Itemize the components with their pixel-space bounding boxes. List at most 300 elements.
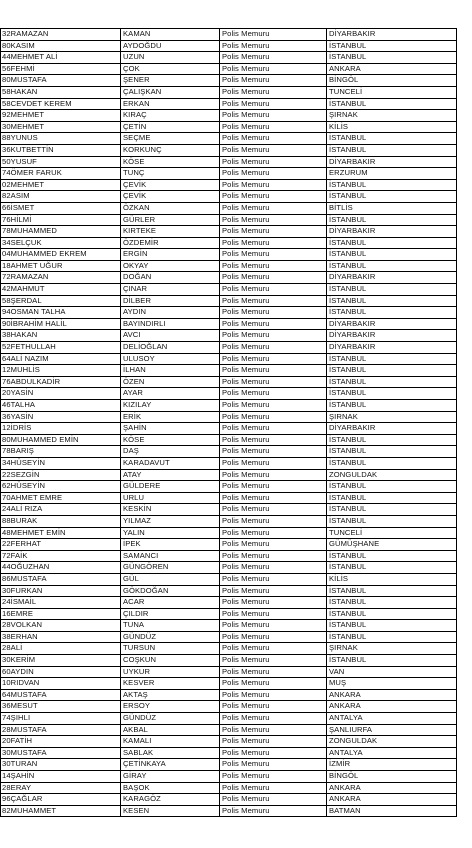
rank-cell: Polis Memuru: [220, 202, 327, 214]
rank-cell: Polis Memuru: [220, 272, 327, 284]
first-name: MEHMET: [10, 110, 45, 120]
row-code: 36: [2, 701, 11, 711]
last-name-cell: ACAR: [121, 597, 220, 609]
last-name-cell: GÜRLER: [121, 214, 220, 226]
row-code: 16: [2, 608, 11, 618]
first-name-cell: [1, 400, 121, 412]
table-row: [1, 597, 457, 609]
first-name-cell: [1, 121, 121, 133]
province-cell: İSTANBUL: [327, 179, 457, 191]
row-code: 90: [2, 318, 11, 328]
province-cell: DİYARBAKIR: [327, 29, 457, 41]
first-name: FEHMİ: [10, 63, 35, 73]
first-name-cell: [1, 168, 121, 180]
first-name: İBRAHİM HALİL: [10, 318, 67, 328]
first-name-cell: [1, 550, 121, 562]
rank-cell: Polis Memuru: [220, 434, 327, 446]
table-row: [1, 423, 457, 435]
rank-cell: Polis Memuru: [220, 620, 327, 632]
first-name: RAMAZAN: [10, 29, 49, 38]
last-name-cell: AYDOĞDU: [121, 40, 220, 52]
rank-cell: Polis Memuru: [220, 144, 327, 156]
first-name: TALHA: [10, 400, 36, 409]
first-name-cell: [1, 342, 121, 354]
province-cell: İSTANBUL: [327, 585, 457, 597]
last-name-cell: ÇEVİK: [121, 191, 220, 203]
rank-cell: Polis Memuru: [220, 133, 327, 145]
province-cell: MUŞ: [327, 678, 457, 690]
row-code: 82: [2, 805, 11, 815]
province-cell: İSTANBUL: [327, 40, 457, 52]
first-name: YUNUS: [10, 133, 38, 143]
first-name-cell: [1, 655, 121, 667]
province-cell: ANKARA: [327, 782, 457, 794]
first-name-cell: [1, 63, 121, 75]
row-code: 30: [2, 585, 11, 595]
row-code: 52: [2, 342, 11, 352]
last-name-cell: GÜL: [121, 573, 220, 585]
row-code: 28: [2, 620, 11, 630]
first-name: TURAN: [10, 759, 38, 769]
province-cell: ANKARA: [327, 794, 457, 806]
first-name-cell: [1, 40, 121, 52]
rank-cell: Polis Memuru: [220, 527, 327, 539]
rank-cell: Polis Memuru: [220, 689, 327, 701]
province-cell: İSTANBUL: [327, 260, 457, 272]
rank-cell: Polis Memuru: [220, 759, 327, 771]
rank-cell: Polis Memuru: [220, 168, 327, 180]
first-name: FAİK: [10, 550, 28, 560]
province-cell: İSTANBUL: [327, 133, 457, 145]
rank-cell: Polis Memuru: [220, 330, 327, 342]
first-name-cell: [1, 724, 121, 736]
province-cell: İSTANBUL: [327, 237, 457, 249]
rank-cell: Polis Memuru: [220, 597, 327, 609]
last-name-cell: DOĞAN: [121, 272, 220, 284]
first-name-cell: [1, 249, 121, 261]
row-code: 50: [2, 156, 11, 166]
rank-cell: Polis Memuru: [220, 376, 327, 388]
province-cell: DİYARBAKIR: [327, 318, 457, 330]
rank-cell: Polis Memuru: [220, 713, 327, 725]
rank-cell: Polis Memuru: [220, 492, 327, 504]
table-row: [1, 144, 457, 156]
first-name: HÜSEYİN: [10, 457, 46, 467]
table-row: [1, 376, 457, 388]
first-name: İDRİS: [10, 423, 32, 433]
province-cell: İSTANBUL: [327, 295, 457, 307]
first-name: FATİH: [10, 736, 33, 746]
first-name-cell: [1, 515, 121, 527]
last-name-cell: ÇEVİK: [121, 179, 220, 191]
first-name: MUSTAFA: [10, 747, 47, 757]
last-name-cell: YALIN: [121, 527, 220, 539]
first-name-cell: [1, 29, 121, 41]
rank-cell: Polis Memuru: [220, 423, 327, 435]
first-name-cell: [1, 666, 121, 678]
rank-cell: Polis Memuru: [220, 40, 327, 52]
rank-cell: Polis Memuru: [220, 736, 327, 748]
first-name: ASIM: [10, 191, 30, 201]
last-name-cell: SABLAK: [121, 747, 220, 759]
province-cell: BATMAN: [327, 805, 457, 817]
rank-cell: Polis Memuru: [220, 701, 327, 713]
last-name-cell: ULUSOY: [121, 353, 220, 365]
table-row: [1, 492, 457, 504]
first-name-cell: [1, 75, 121, 87]
last-name-cell: TURSUN: [121, 643, 220, 655]
last-name-cell: GÖKDOĞAN: [121, 585, 220, 597]
last-name-cell: AYAR: [121, 388, 220, 400]
row-code: 82: [2, 191, 11, 201]
table-row: [1, 805, 457, 817]
table-row: [1, 179, 457, 191]
first-name: ERAY: [10, 782, 32, 792]
rank-cell: Polis Memuru: [220, 284, 327, 296]
first-name: ALİ: [10, 643, 23, 653]
last-name-cell: KESEN: [121, 805, 220, 817]
last-name-cell: KESKİN: [121, 504, 220, 516]
first-name: CEVDET KEREM: [10, 98, 72, 108]
province-cell: DİYARBAKIR: [327, 272, 457, 284]
rank-cell: Polis Memuru: [220, 585, 327, 597]
last-name-cell: KIRTEKE: [121, 226, 220, 238]
first-name-cell: [1, 446, 121, 458]
first-name-cell: [1, 678, 121, 690]
first-name-cell: [1, 713, 121, 725]
last-name-cell: GİRAY: [121, 771, 220, 783]
table-row: [1, 747, 457, 759]
province-cell: ŞIRNAK: [327, 110, 457, 122]
row-code: 92: [2, 110, 11, 120]
first-name-cell: [1, 469, 121, 481]
row-code: 96: [2, 794, 11, 804]
first-name-cell: [1, 411, 121, 423]
first-name-cell: [1, 179, 121, 191]
province-cell: İSTANBUL: [327, 434, 457, 446]
province-cell: ANKARA: [327, 63, 457, 75]
rank-cell: Polis Memuru: [220, 539, 327, 551]
rank-cell: Polis Memuru: [220, 75, 327, 87]
last-name-cell: GÜNDÜZ: [121, 631, 220, 643]
table-row: [1, 736, 457, 748]
table-row: [1, 272, 457, 284]
province-cell: İSTANBUL: [327, 655, 457, 667]
last-name-cell: ERGİN: [121, 249, 220, 261]
rank-cell: Polis Memuru: [220, 631, 327, 643]
first-name: HAKAN: [10, 330, 38, 340]
province-cell: ZONGULDAK: [327, 736, 457, 748]
first-name-cell: [1, 353, 121, 365]
province-cell: İSTANBUL: [327, 365, 457, 377]
last-name-cell: DİLBER: [121, 295, 220, 307]
first-name: VOLKAN: [10, 620, 43, 630]
first-name-cell: [1, 52, 121, 64]
rank-cell: Polis Memuru: [220, 562, 327, 574]
row-code: 28: [2, 782, 11, 792]
table-row: [1, 689, 457, 701]
last-name-cell: İLHAN: [121, 365, 220, 377]
last-name-cell: KORKUNÇ: [121, 144, 220, 156]
first-name: MUHLİS: [10, 365, 40, 375]
first-name: BARIŞ: [10, 446, 34, 456]
last-name-cell: ÇILDIR: [121, 608, 220, 620]
first-name-cell: [1, 736, 121, 748]
table-row: [1, 249, 457, 261]
table-row: [1, 771, 457, 783]
first-name: İSMAİL: [10, 597, 37, 607]
last-name-cell: DAŞ: [121, 446, 220, 458]
last-name-cell: KÖSE: [121, 156, 220, 168]
row-code: 30: [2, 747, 11, 757]
province-cell: BİNGÖL: [327, 75, 457, 87]
table-row: [1, 724, 457, 736]
table-row: [1, 342, 457, 354]
row-code: 58: [2, 86, 11, 96]
last-name-cell: İPEK: [121, 539, 220, 551]
rank-cell: Polis Memuru: [220, 342, 327, 354]
table-row: [1, 562, 457, 574]
row-code: 80: [2, 434, 11, 444]
table-row: [1, 318, 457, 330]
table-row: [1, 782, 457, 794]
last-name-cell: OKYAY: [121, 260, 220, 272]
province-cell: ZONGULDAK: [327, 469, 457, 481]
last-name-cell: ÇALIŞKAN: [121, 86, 220, 98]
row-code: 88: [2, 515, 11, 525]
province-cell: KİLİS: [327, 573, 457, 585]
table-row: [1, 295, 457, 307]
table-row: [1, 237, 457, 249]
rank-cell: Polis Memuru: [220, 191, 327, 203]
table-row: [1, 260, 457, 272]
first-name-cell: [1, 86, 121, 98]
province-cell: ANKARA: [327, 701, 457, 713]
row-code: 64: [2, 689, 11, 699]
table-row: [1, 457, 457, 469]
table-row: [1, 63, 457, 75]
last-name-cell: TUNA: [121, 620, 220, 632]
first-name: KASIM: [10, 40, 35, 50]
first-name: MUSTAFA: [10, 75, 47, 85]
first-name-cell: [1, 318, 121, 330]
first-name-cell: [1, 759, 121, 771]
last-name-cell: ÖZEN: [121, 376, 220, 388]
row-code: 72: [2, 272, 11, 282]
last-name-cell: ATAY: [121, 469, 220, 481]
table-row: [1, 527, 457, 539]
table-row: [1, 573, 457, 585]
table-row: [1, 29, 457, 41]
first-name: MUSTAFA: [10, 573, 47, 583]
first-name-cell: [1, 133, 121, 145]
table-row: [1, 631, 457, 643]
first-name-cell: [1, 98, 121, 110]
last-name-cell: DELİOĞLAN: [121, 342, 220, 354]
province-cell: ANTALYA: [327, 747, 457, 759]
first-name-cell: [1, 434, 121, 446]
province-cell: ANKARA: [327, 689, 457, 701]
first-name-cell: [1, 805, 121, 817]
first-name-cell: [1, 110, 121, 122]
row-code: 30: [2, 759, 11, 769]
row-code: 78: [2, 226, 11, 236]
row-code: 60: [2, 666, 11, 676]
first-name-cell: [1, 272, 121, 284]
province-cell: İSTANBUL: [327, 620, 457, 632]
first-name: FERHAT: [10, 539, 42, 549]
rank-cell: Polis Memuru: [220, 110, 327, 122]
first-name-cell: [1, 504, 121, 516]
province-cell: İSTANBUL: [327, 481, 457, 493]
rank-cell: Polis Memuru: [220, 307, 327, 319]
first-name: ALİ NAZIM: [10, 353, 49, 363]
table-row: [1, 701, 457, 713]
first-name: YUSUF: [10, 156, 37, 166]
rank-cell: Polis Memuru: [220, 481, 327, 493]
first-name: MEHMET ALİ: [10, 52, 58, 62]
first-name-cell: [1, 365, 121, 377]
province-cell: GÜMÜŞHANE: [327, 539, 457, 551]
first-name: ŞERDAL: [10, 295, 42, 305]
table-row: [1, 446, 457, 458]
rank-cell: Polis Memuru: [220, 724, 327, 736]
row-code: 28: [2, 724, 11, 734]
last-name-cell: GÜNGÖREN: [121, 562, 220, 574]
row-code: 24: [2, 504, 11, 514]
province-cell: İSTANBUL: [327, 492, 457, 504]
table-row: [1, 608, 457, 620]
first-name-cell: [1, 388, 121, 400]
row-code: 38: [2, 631, 11, 641]
last-name-cell: GÜLDERE: [121, 481, 220, 493]
table-row: [1, 678, 457, 690]
row-code: 44: [2, 562, 11, 572]
first-name-cell: [1, 562, 121, 574]
first-name: HİLMİ: [10, 214, 32, 224]
first-name: MEHMET: [10, 179, 45, 189]
table-row: [1, 794, 457, 806]
row-code: 78: [2, 446, 11, 456]
table-row: [1, 539, 457, 551]
province-cell: DİYARBAKIR: [327, 156, 457, 168]
row-code: 12: [2, 423, 11, 433]
row-code: 80: [2, 40, 11, 50]
rank-cell: Polis Memuru: [220, 318, 327, 330]
table-row: [1, 643, 457, 655]
first-name: YASİN: [10, 388, 34, 398]
first-name-cell: [1, 585, 121, 597]
province-cell: İZMİR: [327, 759, 457, 771]
table-row: [1, 156, 457, 168]
table-row: [1, 713, 457, 725]
table-row: [1, 98, 457, 110]
row-code: 34: [2, 237, 11, 247]
first-name-cell: [1, 608, 121, 620]
table-row: [1, 168, 457, 180]
row-code: 58: [2, 98, 11, 108]
first-name: RAMAZAN: [10, 272, 49, 282]
province-cell: VAN: [327, 666, 457, 678]
last-name-cell: KARADAVUT: [121, 457, 220, 469]
first-name: ÇAĞLAR: [10, 794, 43, 804]
table-row: [1, 75, 457, 87]
first-name: ABDULKADİR: [10, 376, 61, 386]
province-cell: İSTANBUL: [327, 98, 457, 110]
rank-cell: Polis Memuru: [220, 295, 327, 307]
first-name: HAKAN: [10, 86, 38, 96]
rank-cell: Polis Memuru: [220, 515, 327, 527]
rank-cell: Polis Memuru: [220, 400, 327, 412]
first-name: FURKAN: [10, 585, 43, 595]
first-name: ÖMER FARUK: [10, 168, 62, 178]
row-code: 18: [2, 260, 11, 270]
row-code: 94: [2, 307, 11, 317]
last-name-cell: ŞENER: [121, 75, 220, 87]
first-name-cell: [1, 144, 121, 156]
rank-cell: Polis Memuru: [220, 666, 327, 678]
last-name-cell: ERKAN: [121, 98, 220, 110]
last-name-cell: ÖZKAN: [121, 202, 220, 214]
first-name: AYDIN: [10, 666, 34, 676]
row-code: 44: [2, 52, 11, 62]
first-name-cell: [1, 620, 121, 632]
first-name: ALİ RIZA: [10, 504, 43, 514]
last-name-cell: BAYINDIRLI: [121, 318, 220, 330]
table-row: [1, 40, 457, 52]
province-cell: İSTANBUL: [327, 388, 457, 400]
first-name: MEHMET EMİN: [10, 527, 66, 537]
table-row: [1, 365, 457, 377]
first-name-cell: [1, 539, 121, 551]
province-cell: DİYARBAKIR: [327, 423, 457, 435]
row-code: 64: [2, 353, 11, 363]
first-name: MUHAMMET: [10, 805, 57, 815]
table-row: [1, 202, 457, 214]
province-cell: DİYARBAKIR: [327, 342, 457, 354]
province-cell: DİYARBAKIR: [327, 226, 457, 238]
province-cell: BİNGÖL: [327, 771, 457, 783]
row-code: 56: [2, 63, 11, 73]
first-name: OĞUZHAN: [10, 562, 50, 572]
rank-cell: Polis Memuru: [220, 86, 327, 98]
row-code: 20: [2, 388, 11, 398]
personnel-table: [0, 28, 457, 817]
table-row: [1, 585, 457, 597]
first-name: MUHAMMED: [10, 226, 58, 236]
table-row: [1, 330, 457, 342]
province-cell: İSTANBUL: [327, 631, 457, 643]
first-name: AHMET EMRE: [10, 492, 63, 502]
province-cell: DİYARBAKIR: [327, 330, 457, 342]
first-name-cell: [1, 330, 121, 342]
row-code: 62: [2, 481, 11, 491]
first-name-cell: [1, 573, 121, 585]
last-name-cell: UYKUR: [121, 666, 220, 678]
province-cell: İSTANBUL: [327, 504, 457, 516]
rank-cell: Polis Memuru: [220, 98, 327, 110]
last-name-cell: ÇETİNKAYA: [121, 759, 220, 771]
table-row: [1, 655, 457, 667]
table-row: [1, 620, 457, 632]
rank-cell: Polis Memuru: [220, 643, 327, 655]
last-name-cell: AYDIN: [121, 307, 220, 319]
table-row: [1, 133, 457, 145]
last-name-cell: AKBAL: [121, 724, 220, 736]
last-name-cell: ÇETİN: [121, 121, 220, 133]
rank-cell: Polis Memuru: [220, 29, 327, 41]
row-code: 22: [2, 469, 11, 479]
